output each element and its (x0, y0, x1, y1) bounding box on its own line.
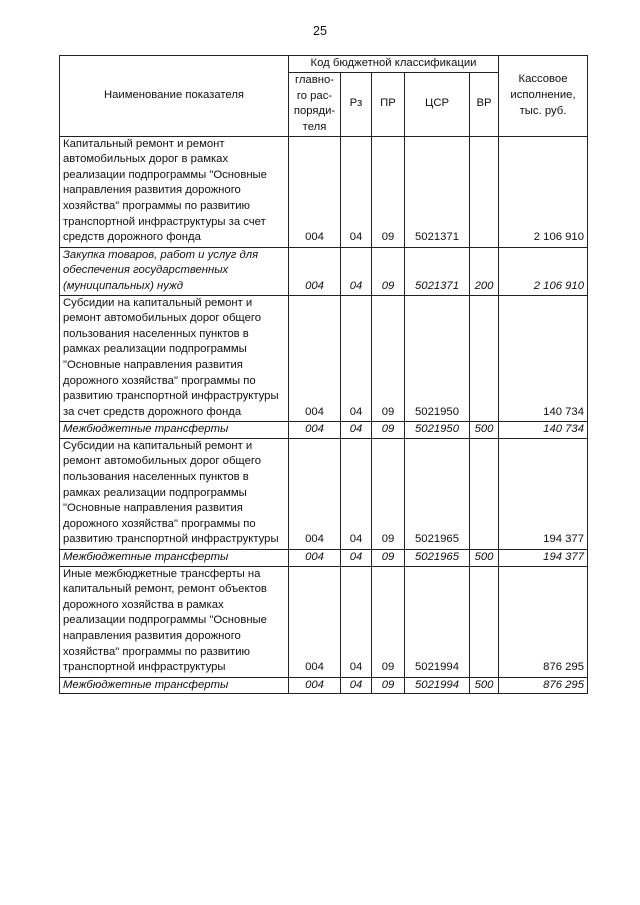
cell-name: Иные межбюджетные трансферты на капитальный ремонт, ремонт объектов дорожного хозяйства в рамках реализации подпрограммы "Основные направления развития дорожного хозяйства" программы по развитию транспортной инфраструктуры (60, 566, 289, 677)
table-row (60, 295, 588, 422)
cell-csr: 5021994 (405, 566, 470, 677)
cell-csr: 5021371 (405, 136, 470, 247)
cell-name: Межбюджетные трансферты (60, 550, 289, 567)
header-budget-code: Код бюджетной классификации (289, 56, 499, 73)
cell-name: Закупка товаров, работ и услуг для обеспечения государственных (муниципальных) нужд (60, 247, 289, 295)
cell-rz: 04 (341, 550, 372, 567)
header-name: Наименование показателя (60, 56, 289, 137)
cell-rz: 04 (341, 677, 372, 694)
table-row (60, 677, 588, 694)
cell-csr: 5021965 (405, 550, 470, 567)
table-row (60, 422, 588, 439)
cell-vr: 200 (470, 247, 499, 295)
cell-pr: 09 (372, 438, 405, 549)
cell-csr: 5021994 (405, 677, 470, 694)
cell-rz: 04 (341, 422, 372, 439)
cell-name: Субсидии на капитальный ремонт и ремонт автомобильных дорог общего пользования населенных пунктов в рамках реализации подпрограммы "Основные направления развития дорожного хозяйства" программы по развитию транспортной инфраструктуры за счет средств дорожного фонда (60, 295, 289, 422)
cell-name: Капитальный ремонт и ремонт автомобильных дорог в рамках реализации подпрограммы "Основные направления развития дорожного хозяйства" программы по развитию транспортной инфраструктуры за счет средств дорожного фонда (60, 136, 289, 247)
cell-amount: 2 106 910 (499, 247, 588, 295)
cell-grbs: 004 (289, 677, 341, 694)
cell-amount: 140 734 (499, 295, 588, 422)
cell-rz: 04 (341, 247, 372, 295)
cell-pr: 09 (372, 247, 405, 295)
header-pr: ПР (372, 72, 405, 136)
cell-grbs: 004 (289, 136, 341, 247)
cell-pr: 09 (372, 295, 405, 422)
cell-csr: 5021950 (405, 422, 470, 439)
cell-amount: 194 377 (499, 550, 588, 567)
cell-name: Межбюджетные трансферты (60, 422, 289, 439)
cell-amount: 194 377 (499, 438, 588, 549)
table-row (60, 136, 588, 247)
cell-csr: 5021371 (405, 247, 470, 295)
cell-vr: 500 (470, 677, 499, 694)
cell-name: Межбюджетные трансферты (60, 677, 289, 694)
cell-amount: 876 295 (499, 566, 588, 677)
cell-vr (470, 566, 499, 677)
cell-rz: 04 (341, 295, 372, 422)
page-number: 25 (313, 24, 327, 38)
cell-pr: 09 (372, 422, 405, 439)
cell-pr: 09 (372, 136, 405, 247)
cell-grbs: 004 (289, 247, 341, 295)
cell-pr: 09 (372, 677, 405, 694)
cell-grbs: 004 (289, 550, 341, 567)
header-amount: Кассовое исполнение, тыс. руб. (499, 56, 588, 137)
cell-csr: 5021965 (405, 438, 470, 549)
cell-amount: 876 295 (499, 677, 588, 694)
table-row (60, 438, 588, 549)
cell-amount: 140 734 (499, 422, 588, 439)
cell-csr: 5021950 (405, 295, 470, 422)
cell-vr: 500 (470, 550, 499, 567)
cell-rz: 04 (341, 438, 372, 549)
budget-execution-table (59, 55, 588, 694)
cell-rz: 04 (341, 566, 372, 677)
cell-vr (470, 295, 499, 422)
cell-grbs: 004 (289, 422, 341, 439)
table-row (60, 550, 588, 567)
cell-grbs: 004 (289, 295, 341, 422)
header-row-top (60, 56, 588, 73)
cell-vr (470, 136, 499, 247)
cell-pr: 09 (372, 550, 405, 567)
cell-vr (470, 438, 499, 549)
header-csr: ЦСР (405, 72, 470, 136)
cell-amount: 2 106 910 (499, 136, 588, 247)
cell-pr: 09 (372, 566, 405, 677)
header-grbs: главно-го рас-поряди-теля (289, 72, 341, 136)
cell-name: Субсидии на капитальный ремонт и ремонт автомобильных дорог общего пользования населенных пунктов в рамках реализации подпрограммы "Основные направления развития дорожного хозяйства" программы по развитию транспортной инфраструктуры (60, 438, 289, 549)
cell-vr: 500 (470, 422, 499, 439)
cell-rz: 04 (341, 136, 372, 247)
table-row (60, 247, 588, 295)
cell-grbs: 004 (289, 566, 341, 677)
header-vr: ВР (470, 72, 499, 136)
header-rz: Рз (341, 72, 372, 136)
table-row (60, 566, 588, 677)
cell-grbs: 004 (289, 438, 341, 549)
